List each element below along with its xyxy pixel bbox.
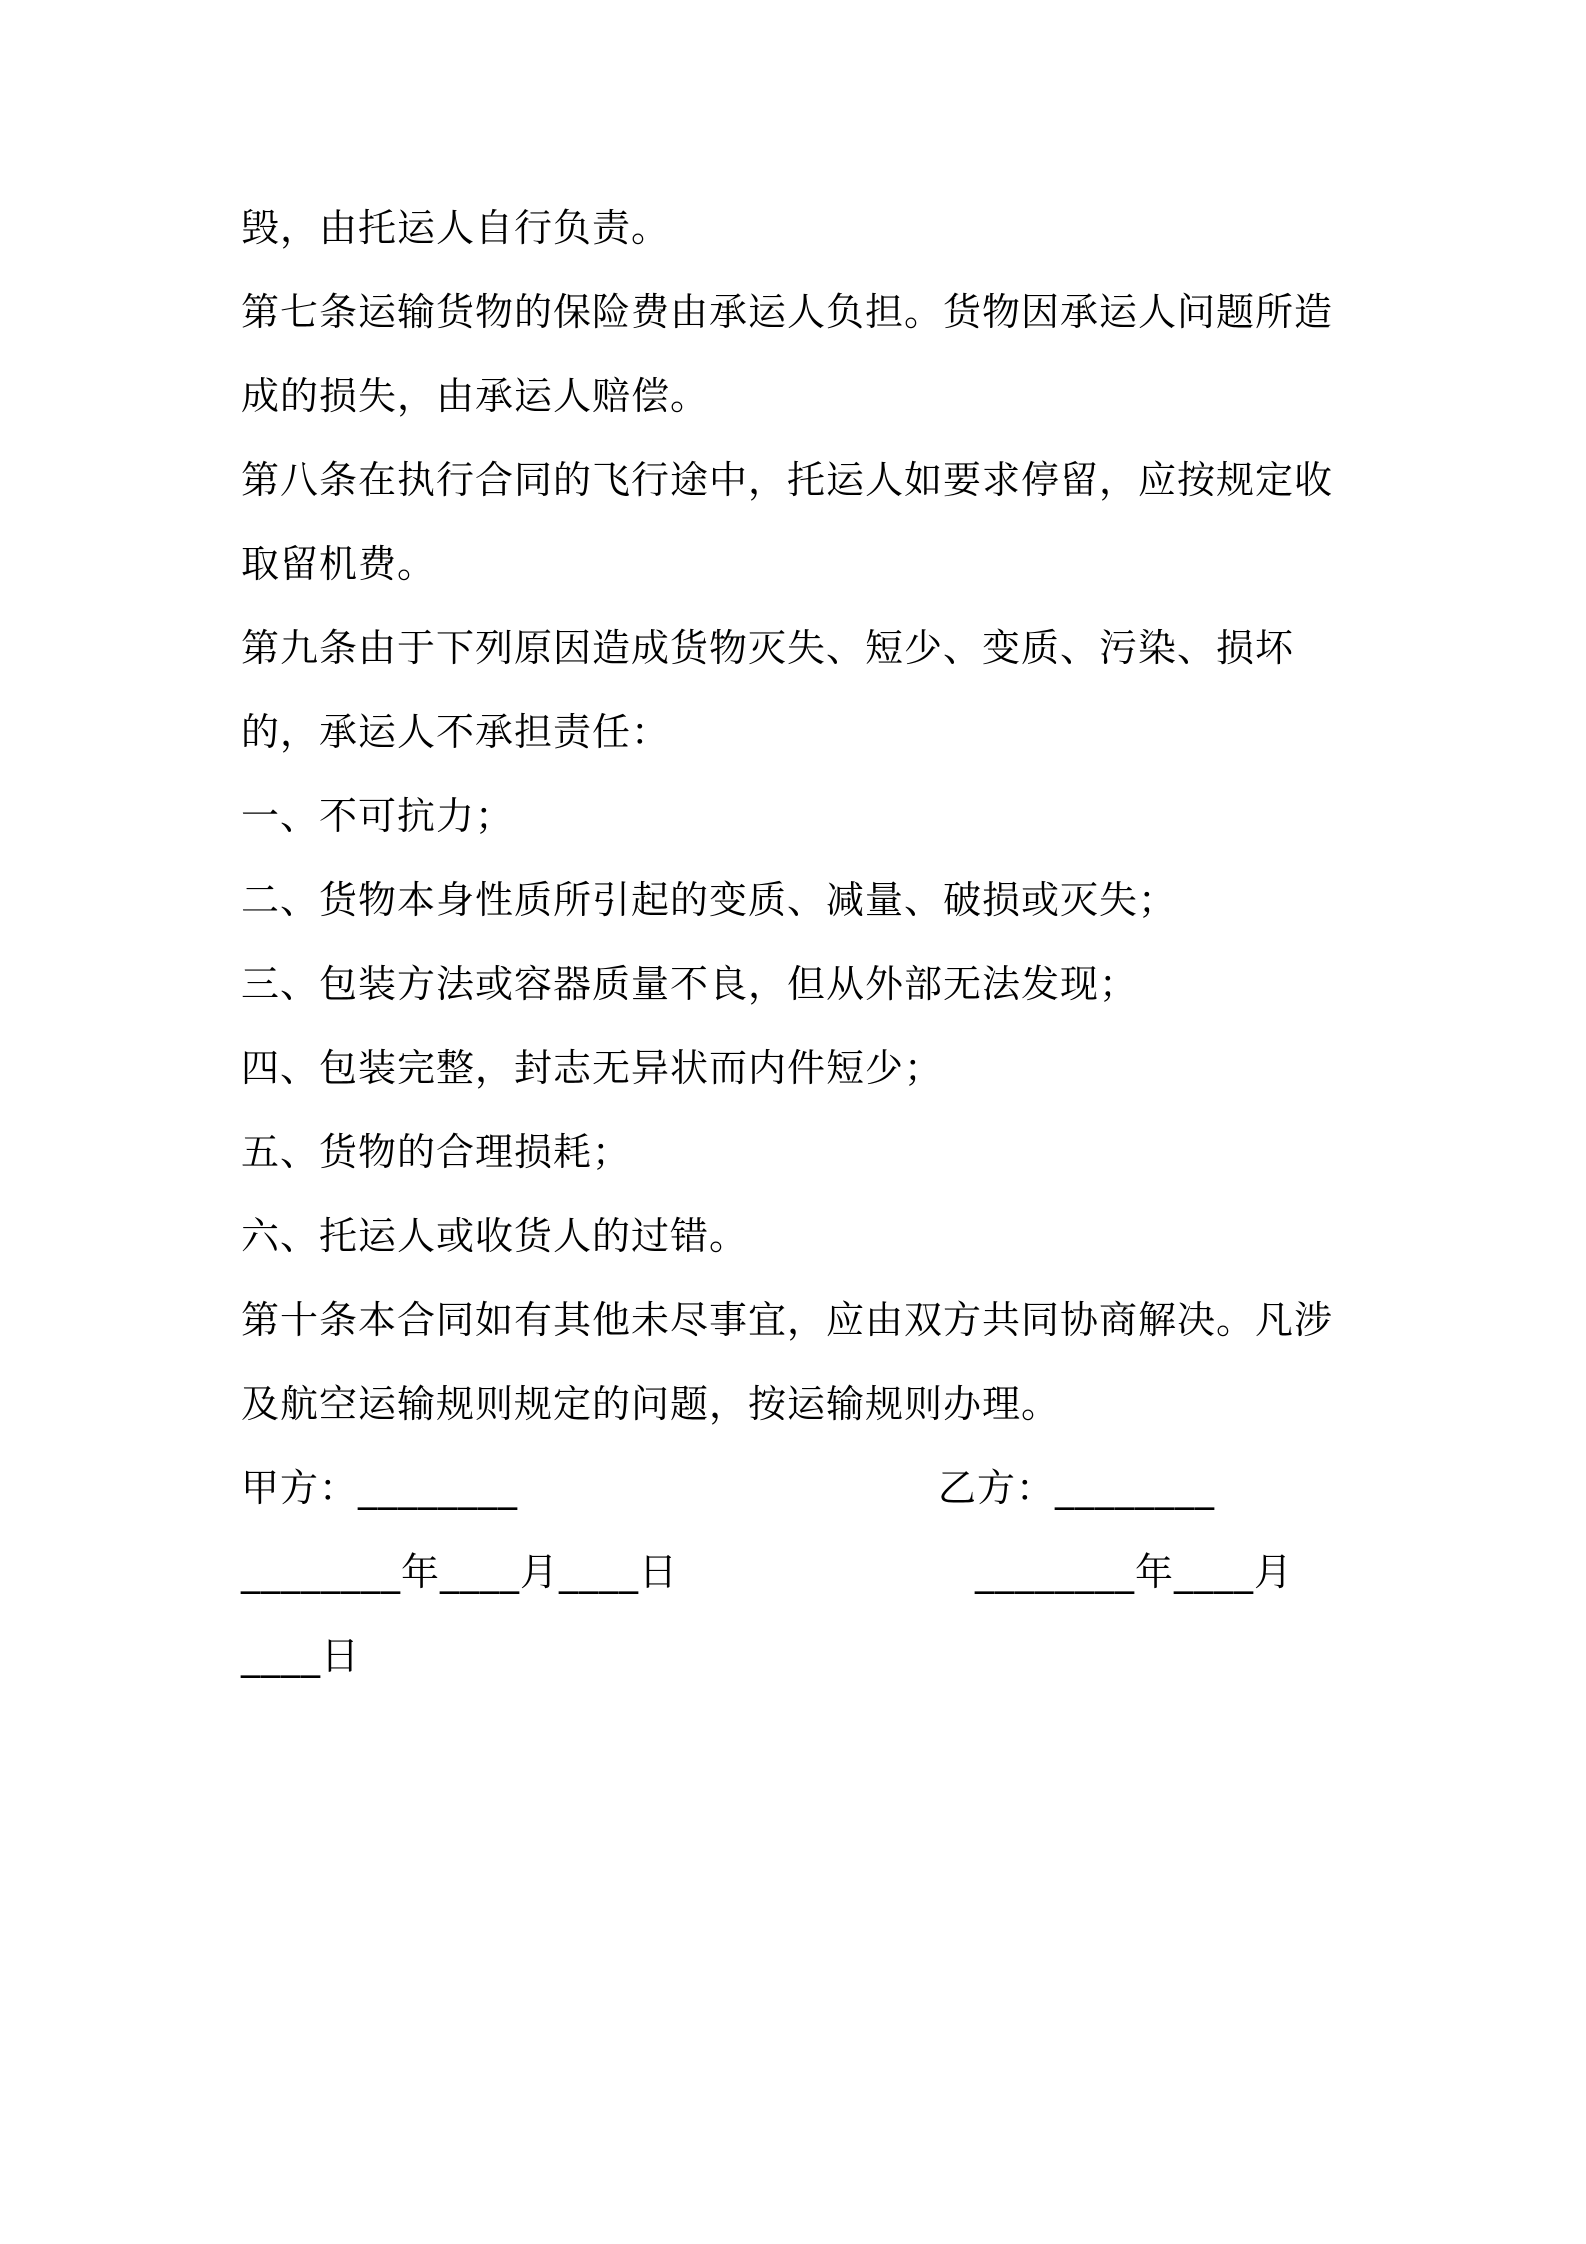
paragraph-continuation: 毁，由托运人自行负责。 [241,206,671,250]
party-b-date: ________年____月 [975,1550,1294,1594]
party-a-signature: 甲方：________ [241,1466,519,1510]
paragraph-article-7: 第七条运输货物的保险费由承运人负担。货物因承运人问题所造成的损失，由承运人赔偿。 [241,290,1334,418]
paragraph-article-8: 第八条在执行合同的飞行途中，托运人如要求停留，应按规定收取留机费。 [241,458,1334,586]
paragraph-article-9: 第九条由于下列原因造成货物灭失、短少、变质、污染、损坏的，承运人不承担责任： [241,626,1295,754]
list-item-5: 五、货物的合理损耗； [241,1130,632,1174]
party-b-signature: 乙方：________ [938,1466,1216,1510]
party-b-date-day: ____日 [241,1634,361,1678]
list-item-2: 二、货物本身性质所引起的变质、减量、破损或灭失； [241,878,1178,922]
list-item-4: 四、包装完整，封志无异状而内件短少； [241,1046,944,1090]
list-item-6: 六、托运人或收货人的过错。 [241,1214,749,1258]
party-a-date: ________年____月____日 [241,1550,679,1594]
list-item-3: 三、包装方法或容器质量不良，但从外部无法发现； [241,962,1139,1006]
paragraph-article-10: 第十条本合同如有其他未尽事宜，应由双方共同协商解决。凡涉及航空运输规则规定的问题，按运输规则办理。 [241,1298,1334,1426]
list-item-1: 一、不可抗力； [241,794,515,838]
